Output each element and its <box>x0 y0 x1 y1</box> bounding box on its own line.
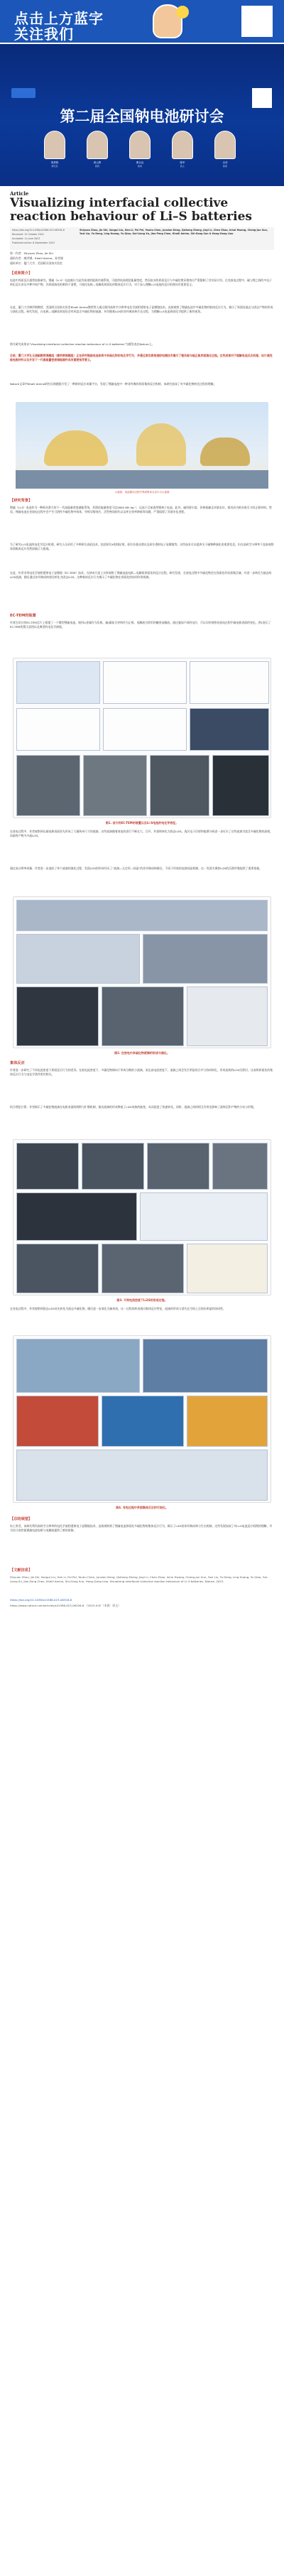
figure-caption: 示意图：电池循环过程中界面集体反应行为示意图 <box>114 491 170 494</box>
speaker-name: 胡勇胜 <box>50 161 59 164</box>
figure-caption: 图4. 充电过程中界面集体反应的可视化。 <box>116 1506 168 1509</box>
follow-banner <box>0 0 284 43</box>
speaker-role: 教授 <box>94 165 99 168</box>
section-heading: 【研究背景】 <box>10 499 33 503</box>
figure-2 <box>13 896 271 1048</box>
reference-link[interactable]: https://doi.org/10.1038/s41586-023-06326-8 <box>10 1598 72 1602</box>
figure-4 <box>13 1335 271 1503</box>
corresponding-author: 通讯作者：廖洪钢、Khalil Amine、孙世刚 <box>10 256 63 260</box>
speaker-photo <box>214 131 236 159</box>
figure-caption: 图1. 设计的EC-TEM的装置以及Li-S电池的电化学表征。 <box>105 821 179 825</box>
section-heading: 【文献信息】 <box>10 1568 33 1572</box>
speaker-role: 教授 <box>137 165 142 168</box>
section-heading: 集体反应 <box>10 1061 25 1065</box>
speaker-photo <box>87 131 108 159</box>
published-date: Published online: 6 September 2023 <box>12 241 55 244</box>
speaker-role: 研究员 <box>51 165 58 168</box>
banner-line2: 关注我们 <box>14 26 74 43</box>
figure-caption: 图2. 在放电中多硫化物液滴的形成与演化。 <box>114 1051 170 1055</box>
speaker-photo <box>44 131 65 159</box>
reference-text: Shiyuan Zhou, Jie Shi, Sangui Liu, Gen Li, Fei Pei, Youhu Chen, Junxian Deng, Qizheng Zheng, Jiayi Li, Chen Zhao, Inhui Hwang, Cheng-Jun Sun, Yuzi Liu, Yu Deng, Ling Huang, Yu Qiao, Gui-Liang Xu, Jian-Feng Chen, Khalil Amine, Shi-Gang Sun, Hong-Gang Liao. Visualizing interfacial collective reaction behaviour of Li–S batteries. Nature, 2023. <box>10 1575 268 1584</box>
section-heading: 【总结展望】 <box>10 1517 33 1521</box>
paragraph: 在充电过程中，作者观察到固态Li2S首先转化为液态多硫化物，随后进一步氧化为硫单质。这一过程同样表现出集体反应特征，液滴的形成与消失在空间上呈现出明显的协同性。 <box>10 1307 226 1310</box>
paragraph: 作者进一步研究了不同电流密度下界面反应行为的差异。在低电流密度下，多硫化物倾向于形成分散的小液滴，而在高电流密度下，液滴之间会发生明显的合并与协同转化，形成连续的Li2S沉积层。这表明界面处的集体反应行为与电化学条件密切相关。 <box>10 1068 273 1077</box>
banner-line1: 点击上方蓝字 <box>14 10 104 27</box>
figure-caption: 图3. 不同电流密度下Li2S的形成过程。 <box>116 1298 168 1302</box>
speaker-name: 黄云辉 <box>93 161 102 164</box>
reference-date: https://www.nature.com/articles/s41586-023-06326-8 （2023.9.6）（来源：原文） <box>10 1604 121 1607</box>
paragraph: 在此，厦门大学廖洪钢教授、美国阿贡国家实验室Khalil Amine教授等人通过使用高时空分辨率电化学液相透射电子显微镜技术，直接观察了锂硫电池中多硫化物的集体反应行为，揭示了界面处液态与固态产物的形成与演化过程。研究发现，在电极—电解质界面处会形成富含多硫化物的液滴，并伴随着Li2S的非经典成核生长过程，为理解Li-S电池界面化学提供了新的视角。 <box>10 305 273 314</box>
paragraph: Nature文章中Khalil Amine研究员课题组开发了一种新的反应成像平台，发现了锂硫电池中一种非经典的界面集体反应机制，该研究加深了对多硫化物转化过程的理解。 <box>10 382 217 386</box>
first-author: 第一作者：Shiyuan Zhou, Jie Shi <box>10 251 53 255</box>
highlight-paragraph: 目前，厦门大学孔元浦副教授课题组（廖洪钢课题组）正在研究锂硫电池体系中多硫化物的电化学行为，并通过原位液相透射电镜技术揭示了锂负极与硫正极界面演化过程。这些成果对于理解电池反应机理、设计高性能电极材料以及开发下一代高能量密度储能器件具有重要指导意义。 <box>10 354 273 362</box>
corresponding-unit: 通讯单位：厦门大学、美国阿贡国家实验室 <box>10 261 62 265</box>
conference-banner[interactable] <box>0 44 284 186</box>
paragraph: 在放电过程中，作者观察到在碳电极表面首先形成了大量纳米尺寸的液滴，这些液滴随着放电的进行不断长大、合并，并最终转化为固态Li2S。选区电子衍射和能谱分析进一步证实了这些液滴为富含多硫化物的液相，而最终产物为多晶Li2S。 <box>10 830 273 838</box>
doi-link[interactable]: https://doi.org/10.1038/s41586-023-06326-8 <box>12 229 65 232</box>
accepted-date: Accepted: 14 June 2023 <box>12 237 40 240</box>
section-heading: EC-TEM的装置 <box>10 614 36 618</box>
paragraph: 相关研究成果以“Visualizing interfacial collective reaction behaviour of Li–S batteries”为题发表在Nature上。 <box>10 342 155 346</box>
paragraph: 在此，作者采用电化学液相透射电子显微镜（EC-TEM）技术，在纳米尺度上实时观察了锂硫电池电极—电解质界面处的反应过程。研究发现，在放电过程中多硫化物会在界面处形成富集区域，并进一步转化为液态的Li2S液滴，随后通过非经典成核途径转化为固态Li2S。这种集体反应行为揭示了多硫化物在界面处的协同作用机制。 <box>10 571 272 580</box>
paragraph: 电池中界面反应通常较难研究。锂硫（Li-S）电池被认为是有前途的能源存储系统，可提供较高理论能量密度，然而复杂的界面反应与多硫化物穿梭效应严重限制了其实际应用。在充放电过程中，硫与锂之间的多电子转化反应涉及多种中间产物，其界面演化机制尚不清楚。可视化电极—电解质界面处的集体反应行为，对于深入理解Li-S电池的反应机理具有重要意义。 <box>10 278 272 287</box>
figure-1 <box>13 658 271 818</box>
speaker-name: 曹余良 <box>136 161 144 164</box>
article-meta <box>10 227 274 250</box>
paragraph: 通过高分辨率成像，作者进一步追踪了单个液滴的演化过程，发现Li2S的形成经历了“液滴—无定形—结晶”的非经典成核路径，不同于传统的直接结晶机制。这一发现为调控Li2S的沉积形貌提供了重要依据。 <box>10 866 263 870</box>
qr-code-icon <box>241 6 273 37</box>
received-date: Received: 15 October 2022 <box>12 233 45 236</box>
section-heading: 【成果简介】 <box>10 271 33 276</box>
university-logo-icon <box>11 88 36 98</box>
article-title: Visualizing interfacial collective reaction behaviour of Li–S batteries <box>10 196 252 224</box>
speaker-name: 余彦 <box>222 161 228 164</box>
author-list: Shiyuan Zhou, Jie Shi, Sangui Liu, Gen Li, Fei Pei, Youhu Chen, Junxian Deng, Qizheng Zheng, Jiayi Li, Chen Zhao, Inhui Hwang, Cheng-Jun Sun, Yuzi Liu, Yu Deng, Ling Huang, Yu Qiao, Gui-Liang Xu, Jian-Feng Chen, Khalil Amine, Shi-Gang Sun & Hong-Gang Liao <box>80 229 268 235</box>
bell-icon <box>176 6 189 18</box>
speaker-photo <box>172 131 193 159</box>
paragraph: 综上所述，该研究利用高时空分辨率的电化学液相透射电子显微镜技术，直接观察到了锂硫电池界面处多硫化物的集体反应行为，揭示了Li2S的非经典成核与生长机制。这些发现加深了对Li-S电池反应机理的理解，并为设计高性能锂硫电池电极与电解液提供了新的思路。 <box>10 1524 273 1533</box>
speaker-role: 教授 <box>222 165 227 168</box>
figure-3 <box>13 1139 271 1295</box>
paragraph: 锂硫（Li-S）电池作为一种极具潜力的下一代高能量密度储能系统，其理论能量密度可达2600 Wh kg⁻¹，远高于目前商用锂离子电池。此外，硫资源丰富、价格低廉且环境友好，使其成为极具吸引力的正极材料。然而，锂硫电池在充放电过程中会产生可溶性多硫化物中间体，导致穿梭效应、活性物质损失以及库仑效率降低等问题，严重阻碍了其商业化进程。 <box>10 506 272 514</box>
speaker-name: 陈军 <box>180 161 185 164</box>
paragraph: 结合理论计算，作者揭示了多硫化物液滴在电极表面的吸附与扩散机制，指出液滴的形成降低了Li2S成核的能垒，从而促进了快速转化。同时，液滴之间的相互作用也影响了最终沉积产物的分布与形貌。 <box>10 1105 256 1109</box>
paragraph: 为了研究Li-S电池的电化学反应机理，研究人员采用了多种原位表征技术，包括原位X射线衍射、原位拉曼光谱以及原位透射电子显微镜等。这些技术可以提供关于硫物种演化的重要信息，但在高时空分辨率下直接观察界面集体反应仍然面临巨大挑战。 <box>10 543 274 551</box>
conference-title: 第二届全国钠电池研讨会 <box>60 108 224 125</box>
speaker-photo <box>129 131 151 159</box>
paragraph: 作者在设计的EC-TEM芯片上搭建了一个微型锂硫电池，使用Li金属作为负极、硫/碳复合材料作为正极，电解液为常用的醚类电解液。通过施加不同的电位，可以实时观察充放电过程中硫电极表面的变化。图1展示了EC-TEM装置示意图以及典型的电化学曲线。 <box>10 621 271 629</box>
article-label: Article <box>10 190 29 197</box>
speaker-role: 院士 <box>180 165 185 168</box>
graphic-abstract-image <box>16 402 268 489</box>
